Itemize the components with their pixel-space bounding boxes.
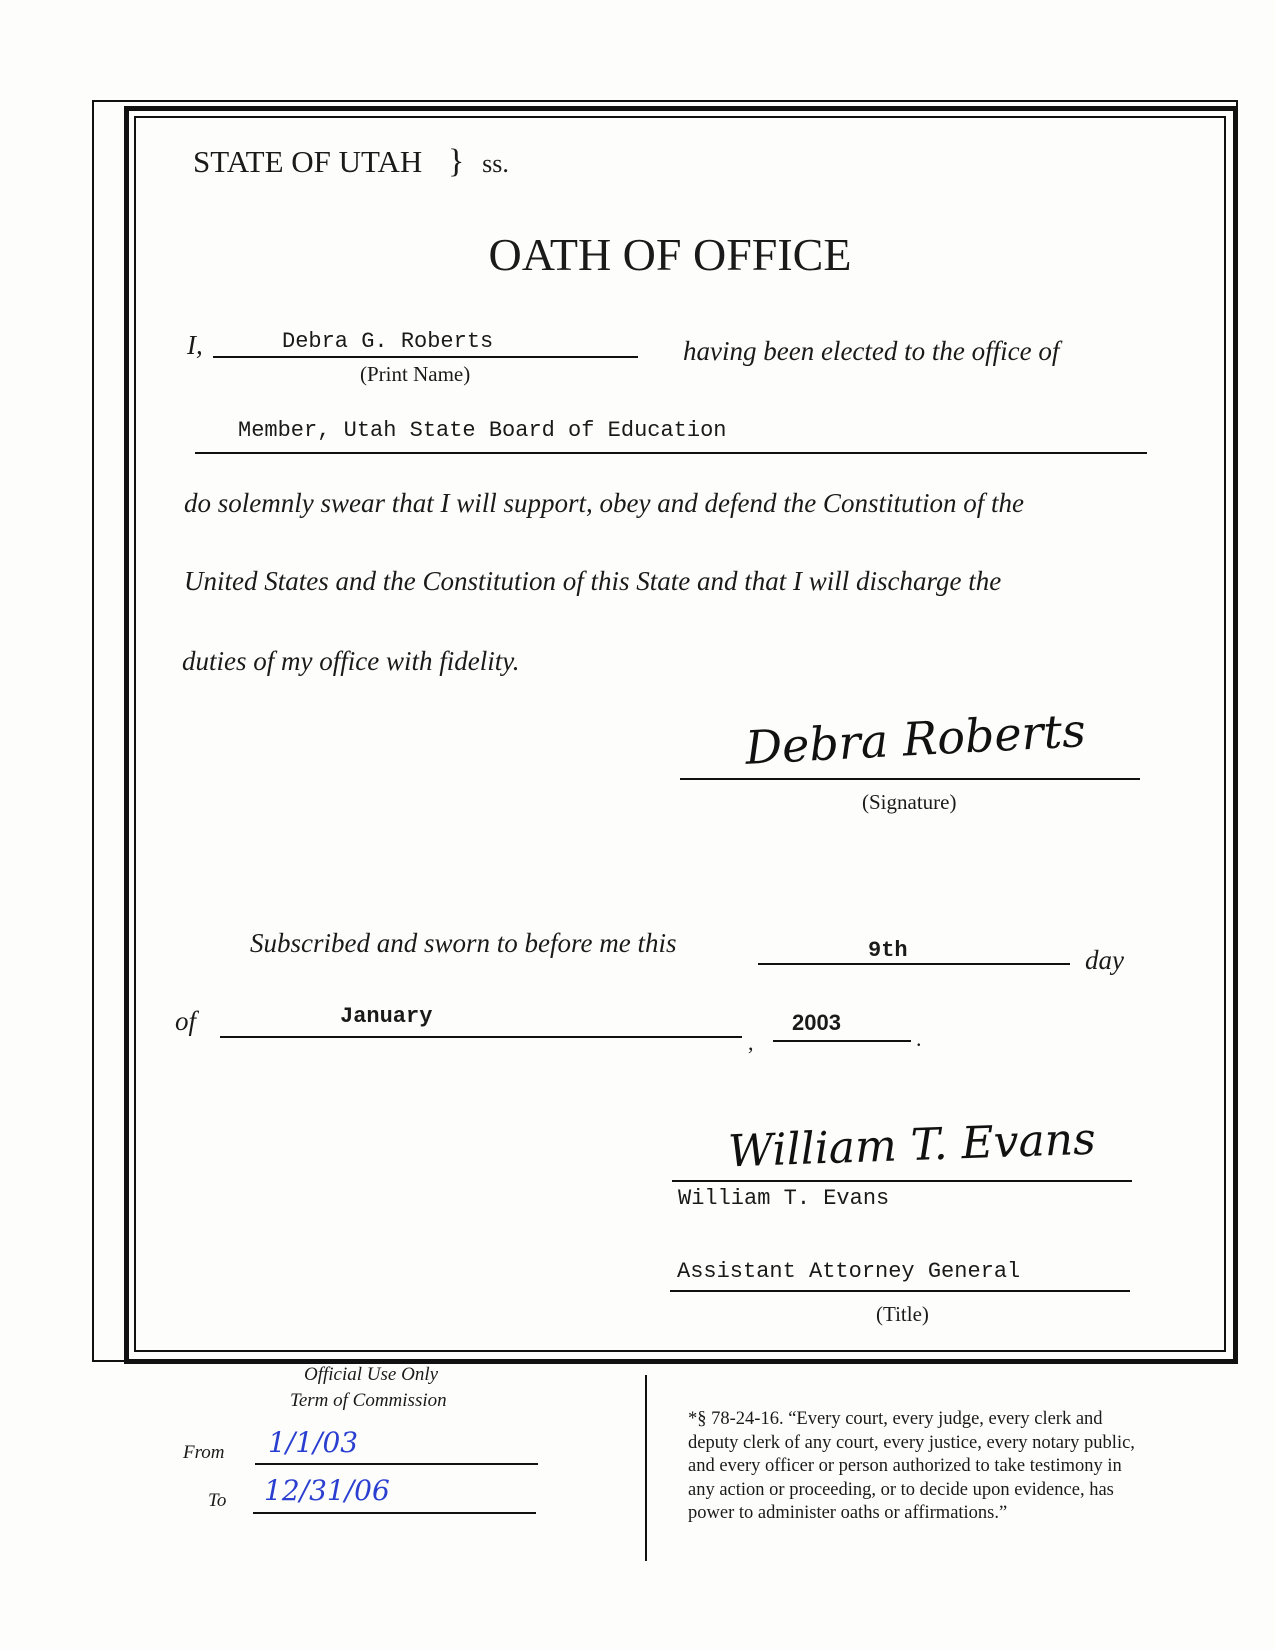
term-heading: Term of Commission — [290, 1390, 447, 1411]
office-line — [195, 452, 1147, 454]
office-value: Member, Utah State Board of Education — [238, 418, 727, 443]
officer-printed-name: William T. Evans — [678, 1186, 890, 1211]
print-name-caption: (Print Name) — [360, 362, 471, 386]
document-title: OATH OF OFFICE — [488, 229, 852, 280]
officer-title-caption: (Title) — [876, 1302, 929, 1326]
statute-note — [688, 1408, 1135, 1526]
officer-title-value: Assistant Attorney General — [677, 1259, 1021, 1284]
to-value: 12/31/06 — [264, 1474, 390, 1507]
elected-text: having been elected to the office of — [683, 336, 1060, 366]
year-value: 2003 — [792, 1010, 841, 1035]
of-word: of — [175, 1006, 197, 1036]
print-name-value: Debra G. Roberts — [282, 329, 494, 354]
day-word: day — [1085, 945, 1124, 975]
year-period: . — [916, 1026, 922, 1051]
from-value: 1/1/03 — [268, 1426, 359, 1459]
brace: } — [448, 143, 465, 180]
oath-line-3: duties of my office with fidelity. — [182, 646, 520, 676]
state-heading — [193, 143, 509, 181]
state-name: STATE OF UTAH — [193, 144, 423, 179]
statute-line-1: *§ 78-24-16. “Every court, every judge, every clerk and — [688, 1409, 1103, 1429]
officer-signature-handwritten: William T. Evans — [727, 1113, 1097, 1178]
ss-mark: ss. — [482, 149, 509, 178]
oath-line-2: United States and the Constitution of this State and that I will discharge the — [184, 566, 1002, 596]
subscribed-text: Subscribed and sworn to before me this — [250, 928, 677, 958]
official-use-heading: Official Use Only — [304, 1364, 439, 1385]
day-value: 9th — [868, 938, 908, 963]
signature-caption: (Signature) — [862, 790, 957, 814]
signature-handwritten: Debra Roberts — [743, 703, 1087, 775]
month-comma: , — [748, 1030, 754, 1055]
statute-line-5: power to administer oaths or affirmations.” — [688, 1503, 1008, 1523]
from-label: From — [183, 1442, 225, 1463]
oath-line-1: do solemnly swear that I will support, obey and defend the Constitution of the — [184, 488, 1024, 518]
day-line — [758, 963, 1070, 965]
intro-i: I, — [187, 330, 203, 360]
signature-line — [680, 778, 1140, 780]
year-line — [773, 1040, 911, 1042]
to-label: To — [208, 1490, 227, 1511]
officer-title-line — [670, 1290, 1130, 1292]
from-line — [255, 1463, 538, 1465]
to-line — [253, 1512, 536, 1514]
statute-line-3: and every officer or person authorized to take testimony in — [688, 1456, 1122, 1476]
divider — [645, 1375, 647, 1561]
statute-line-2: deputy clerk of any court, every justice, every notary public, — [688, 1432, 1135, 1453]
statute-line-4: any action or proceeding, or to decide upon evidence, has — [688, 1479, 1114, 1500]
month-line — [220, 1036, 742, 1038]
officer-signature-line — [672, 1180, 1132, 1182]
month-value: January — [340, 1004, 433, 1029]
print-name-line — [213, 356, 638, 358]
